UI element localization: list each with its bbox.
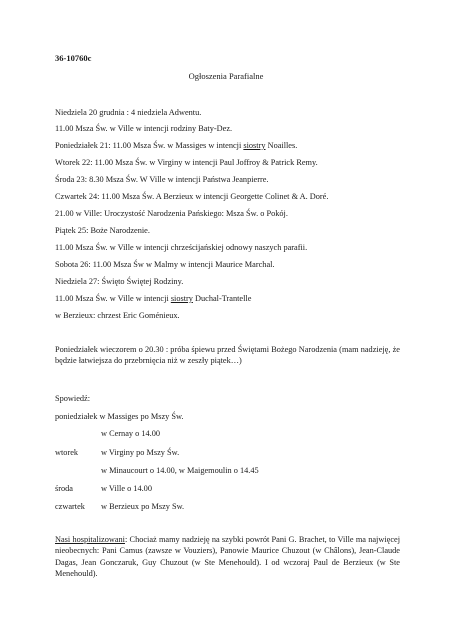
announcement-line: Sobota 26: 11.00 Msza Św w Malmy w intencji Maurice Marchal. — [55, 260, 275, 269]
confession-heading: Spowiedź: — [55, 394, 91, 403]
rehearsal-paragraph: Poniedziałek wieczorem o 20.30 : próba śpiewu przed Świętami Bożego Narodzenia (mam nadzieję, że będzie łatwiejsza do przebrnięcia niż w zeszły piątek…) — [55, 345, 400, 366]
announcement-line: 11.00 Msza Św. w Ville w intencji rodziny Baty-Dez. — [55, 124, 233, 133]
confession-row: poniedziałek w Massiges po Mszy Św. — [55, 412, 184, 421]
announcement-line: Wtorek 22: 11.00 Msza Św. w Virginy w intencji Paul Joffroy & Patrick Remy. — [55, 158, 318, 167]
confession-day: wtorek — [55, 448, 79, 457]
sick-paragraph: Nasi hospitalizowani: Chociaż mamy nadzieję na szybki powrót Pani G. Brachet, to Ville ma najwięcej nieobecnych: Pani Camus (zawsze w Vouziers), Panowie Maurice Chuzout (w Châlons), Jean-Claude Dagas, Jean Gonczaruk, Guy Chuzout (w Ste Menehould). I od wczoraj Paul de Berzieux (w Ste Menehould). — [55, 535, 400, 579]
announcement-line: Piątek 25: Boże Narodzenie. — [55, 226, 150, 235]
confession-detail: w Berzieux po Mszy Sw. — [101, 502, 185, 511]
confession-day: czwartek — [55, 502, 85, 511]
confession-row: w Minaucourt o 14.00, w Maigemoulin o 14.45 — [101, 466, 259, 475]
announcement-line: 11.00 Msza Św. w Ville w intencji chrześcijańskiej odnowy naszych parafii. — [55, 243, 308, 252]
announcement-line: w Berzieux: chrzest Eric Goménieux. — [55, 311, 180, 320]
document-title: Ogłoszenia Parafialne — [188, 71, 264, 81]
announcement-line: Poniedziałek 21: 11.00 Msza Św. w Massiges w intencji siostry Noailles. — [55, 141, 298, 150]
sick-label: Nasi hospitalizowani — [55, 535, 125, 544]
confession-day: środa — [55, 484, 73, 493]
confession-row: w Cernay o 14.00 — [101, 429, 160, 438]
announcement-line: Środa 23: 8.30 Msza Św. W Ville w intencji Państwa Jeanpierre. — [55, 175, 269, 184]
announcement-line: Niedziela 20 grudnia : 4 niedziela Adwentu. — [55, 108, 202, 117]
announcement-line: 11.00 Msza Św. w Ville w intencji siostry Duchal-Trantelle — [55, 294, 252, 303]
announcement-line: 21.00 w Ville: Uroczystość Narodzenia Pańskiego: Msza Św. o Pokój. — [55, 209, 288, 218]
announcement-line: Niedziela 27: Święto Świętej Rodziny. — [55, 277, 184, 286]
announcement-line: Czwartek 24: 11.00 Msza Św. A Berzieux w intencji Georgette Colinet & A. Doré. — [55, 192, 329, 201]
document-id: 36-10760c — [55, 53, 92, 63]
confession-detail: w Virginy po Mszy Św. — [101, 448, 180, 457]
confession-detail: w Ville o 14.00 — [101, 484, 152, 493]
